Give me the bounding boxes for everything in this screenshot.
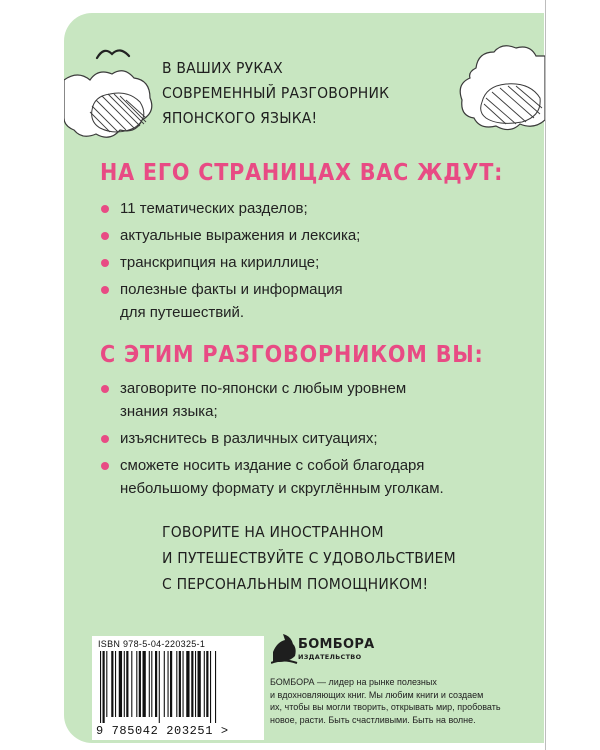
section-heading-benefits: С ЭТИМ РАЗГОВОРНИКОМ ВЫ: [100,342,484,368]
benefit-list [101,377,541,504]
list-item [101,377,541,423]
intro-line: В ВАШИХ РУКАХ [162,59,283,77]
barcode-panel [92,636,264,740]
intro-line: СОВРЕМЕННЫЙ РАЗГОВОРНИК [162,84,390,102]
feature-list [101,197,541,328]
cloud-top-left-icon [64,60,159,150]
list-item-text: изъяснитесь в различных ситуациях; [120,430,378,447]
bullet-icon [101,385,109,393]
description-line: БОМБОРА — лидер на рынке полезных [270,677,437,687]
barcode-icon [98,651,258,723]
intro-line: ЯПОНСКОГО ЯЗЫКА! [162,109,318,127]
list-item-text: сможете носить издание с собой благодаря [120,457,425,474]
outro-line: И ПУТЕШЕСТВУЙТЕ С УДОВОЛЬСТВИЕМ [162,549,456,567]
description-line: их, чтобы вы могли творить, открывать мир, пробовать [270,702,501,712]
list-item-text: заговорите по-японски с любым уровнем [120,380,407,397]
outro-line: ГОВОРИТЕ НА ИНОСТРАННОМ [162,523,384,541]
list-item [101,454,541,500]
list-item-text: полезные факты и информация [120,281,343,298]
bullet-icon [101,205,109,213]
section-heading-pages: НА ЕГО СТРАНИЦАХ ВАС ЖДУТ: [100,160,504,186]
list-item [101,224,541,247]
list-item-text: 11 тематических разделов; [120,200,308,217]
publisher-name: БОМБОРА [298,637,375,652]
outro-line: С ПЕРСОНАЛЬНЫМ ПОМОЩНИКОМ! [162,575,429,593]
list-item [101,278,541,324]
cloud-top-right-icon [456,38,545,138]
isbn-label: ISBN 978-5-04-220325-1 [98,639,206,649]
description-line: новое, расти. Быть счастливыми. Быть на волне. [270,714,476,725]
barcode-digits: 9 785042 203251 > [96,724,229,738]
outro-text [162,519,502,597]
list-item-text: небольшому формату и скруглённым уголкам. [120,480,444,497]
list-item-text: знания языка; [120,403,218,420]
list-item-text: актуальные выражения и лексика; [120,227,361,244]
intro-text [162,56,462,131]
list-item [101,427,541,450]
list-item-text: для путешествий. [120,304,245,321]
bullet-icon [101,286,109,294]
list-item-text: транскрипция на кириллице; [120,254,320,271]
cover-edge-line [545,0,546,750]
bullet-icon [101,462,109,470]
publisher-description [270,676,540,726]
description-line: и вдохновляющих книг. Мы любим книги и создаем [270,689,484,700]
publisher-subtitle: ИЗДАТЕЛЬСТВО [298,653,362,661]
list-item [101,251,541,274]
bullet-icon [101,259,109,267]
list-item [101,197,541,220]
bullet-icon [101,435,109,443]
bullet-icon [101,232,109,240]
